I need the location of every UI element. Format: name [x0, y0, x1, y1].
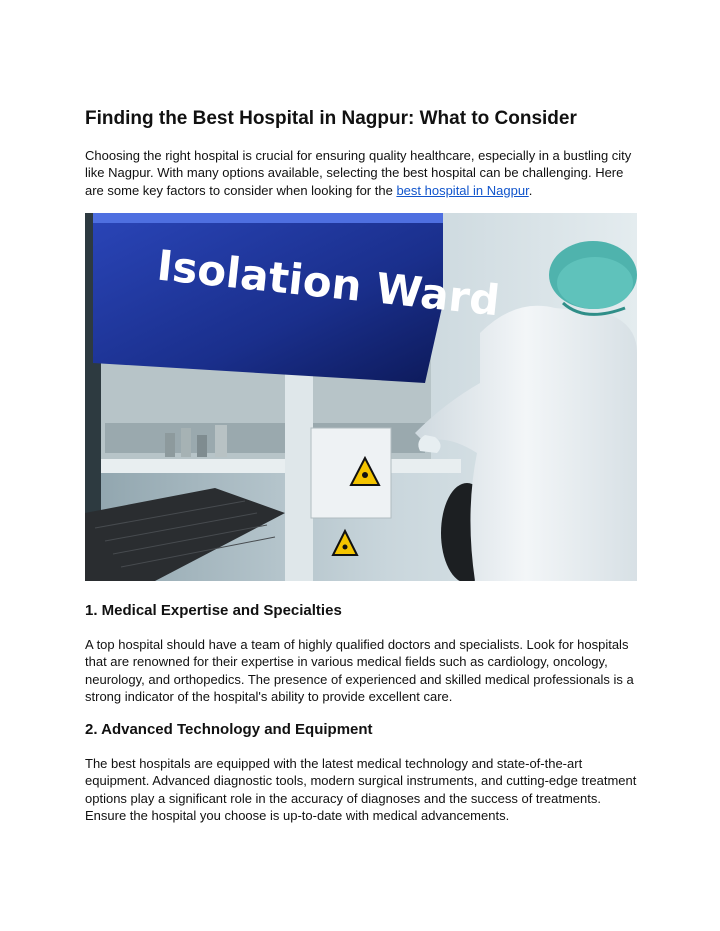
section-heading-advanced-technology: 2. Advanced Technology and Equipment — [85, 721, 373, 738]
section-body-advanced-technology: The best hospitals are equipped with the latest medical technology and state-of-the-art equipment. Advanced diagnostic tools, modern surgical instruments, and cutting-edge treatment options play a significant role in the accuracy of diagnoses and the success of treatments. Ensure the hospital you choose is up-to-date with medical advancements. — [85, 756, 637, 824]
best-hospital-link[interactable]: best hospital in Nagpur — [396, 182, 529, 198]
intro-paragraph — [85, 147, 637, 199]
intro-text: Choosing the right hospital is crucial for ensuring quality healthcare, especially in a bustling city like Nagpur. With many options available, selecting the best hospital can be challenging. Here are some key factors to consider when looking for the — [85, 148, 632, 198]
section-heading-medical-expertise: 1. Medical Expertise and Specialties — [85, 602, 342, 619]
isolation-ward-photo — [85, 213, 637, 581]
page-title: Finding the Best Hospital in Nagpur: What to Consider — [85, 108, 577, 129]
sign-text: Isolation Ward — [154, 240, 502, 326]
section-body-medical-expertise: A top hospital should have a team of highly qualified doctors and specialists. Look for hospitals that are renowned for their expertise in various medical fields such as cardiology, oncology, neurology, and orthopedics. The presence of experienced and skilled medical professionals is a strong indicator of the hospital's ability to provide excellent care. — [85, 637, 634, 705]
intro-text-end: . — [528, 182, 533, 198]
